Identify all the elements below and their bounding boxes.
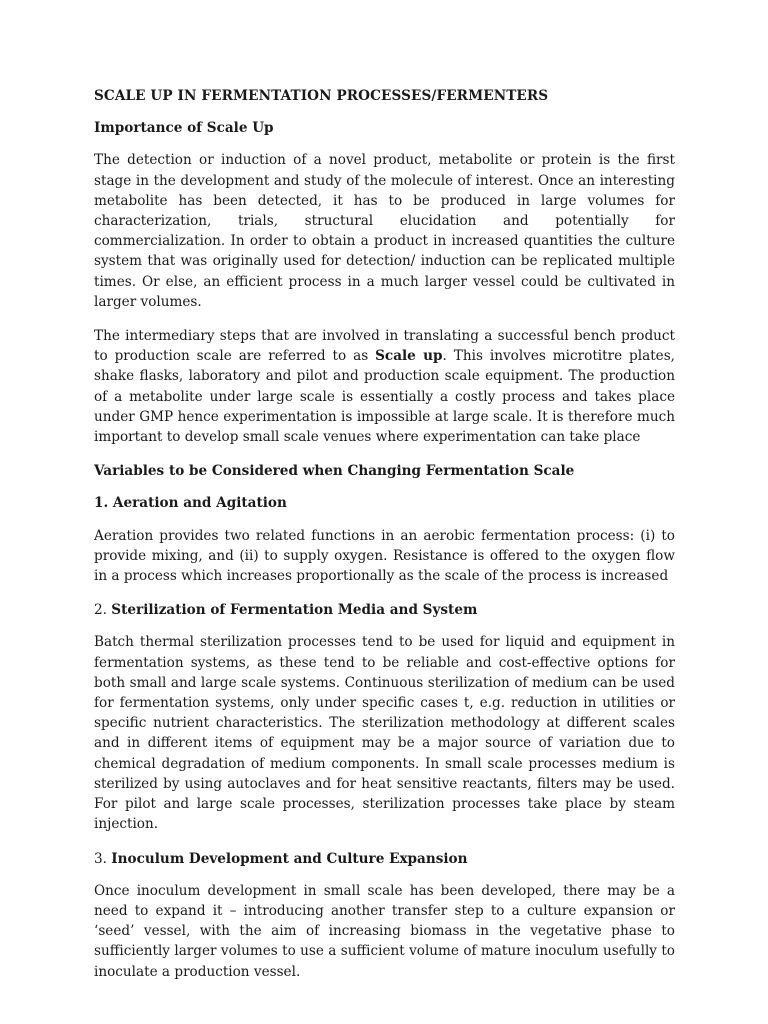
section-heading-sterilization (94, 600, 675, 620)
section-heading-aeration: 1. Aeration and Agitation (94, 495, 287, 512)
paragraph-inoculum: Once inoculum development in small scale has been developed, there may be a need to expand it – introducing another transfer step to a culture expansion or ‘seed’ vessel, with the aim of increasing biomass in the vegetative phase to sufficiently larger volumes to use a sufficient volume of mature inoculum usefully to inoculate a production vessel. (94, 882, 675, 980)
paragraph-importance-1: The detection or induction of a novel product, metabolite or protein is the first stage in the development and study of the molecule of interest. Once an interesting metabolite has been detected, it has to be produced in large volumes for characterization, trials, structural elucidation and potentially for commercialization. In order to obtain a product in increased quantities the culture system that was originally used for detection/ induction can be replicated multiple times. Or else, an efficient process in a much larger vessel could be cultivated in larger volumes. (94, 152, 675, 310)
paragraph-sterilization: Batch thermal sterilization processes tend to be used for liquid and equipment in fermentation systems, as these tend to be reliable and cost-effective options for both small and large scale systems. Continuous sterilization of medium can be used for fermentation systems, only under specific cases t, e.g. reduction in utilities or specific nutrient characteristics. The sterilization methodology at different scales and in different items of equipment may be a major source of variation due to chemical degradation of medium components. In small scale processes medium is sterilized by using autoclaves and for heat sensitive reactants, filters may be used. For pilot and large scale processes, sterilization processes take place by steam injection. (94, 634, 675, 833)
section-heading-importance: Importance of Scale Up (94, 120, 274, 137)
section-title-sterilization: Sterilization of Fermentation Media and System (111, 602, 478, 619)
document-title: SCALE UP IN FERMENTATION PROCESSES/FERMENTERS (94, 88, 549, 104)
section-title-inoculum: Inoculum Development and Culture Expansion (111, 850, 468, 867)
section-heading-inoculum (94, 849, 675, 869)
section-number-sterilization: 2. (94, 602, 112, 619)
paragraph-importance-2 (94, 326, 675, 447)
section-number-inoculum: 3. (94, 850, 112, 867)
section-heading-variables: Variables to be Considered when Changing Fermentation Scale (94, 463, 575, 480)
paragraph-importance-2-start: The intermediary steps that are involved in translating a successful bench product to production scale are referred to as (94, 328, 675, 365)
paragraph-importance-2-end: . This involves microtitre plates, shake flasks, laboratory and pilot and production scale equipment. The production of a metabolite under large scale is essentially a costly process and takes place under GMP hence experimentation is impossible at large scale. It is therefore much important to develop small scale venues where experimentation can take place (94, 348, 676, 446)
document-page (94, 86, 675, 996)
paragraph-aeration: Aeration provides two related functions in an aerobic fermentation process: (i) to provide mixing, and (ii) to supply oxygen. Resistance is offered to the oxygen flow in a process which increases proportionally as the scale of the process is increased (94, 527, 675, 585)
scale-up-term: Scale up (375, 348, 443, 365)
